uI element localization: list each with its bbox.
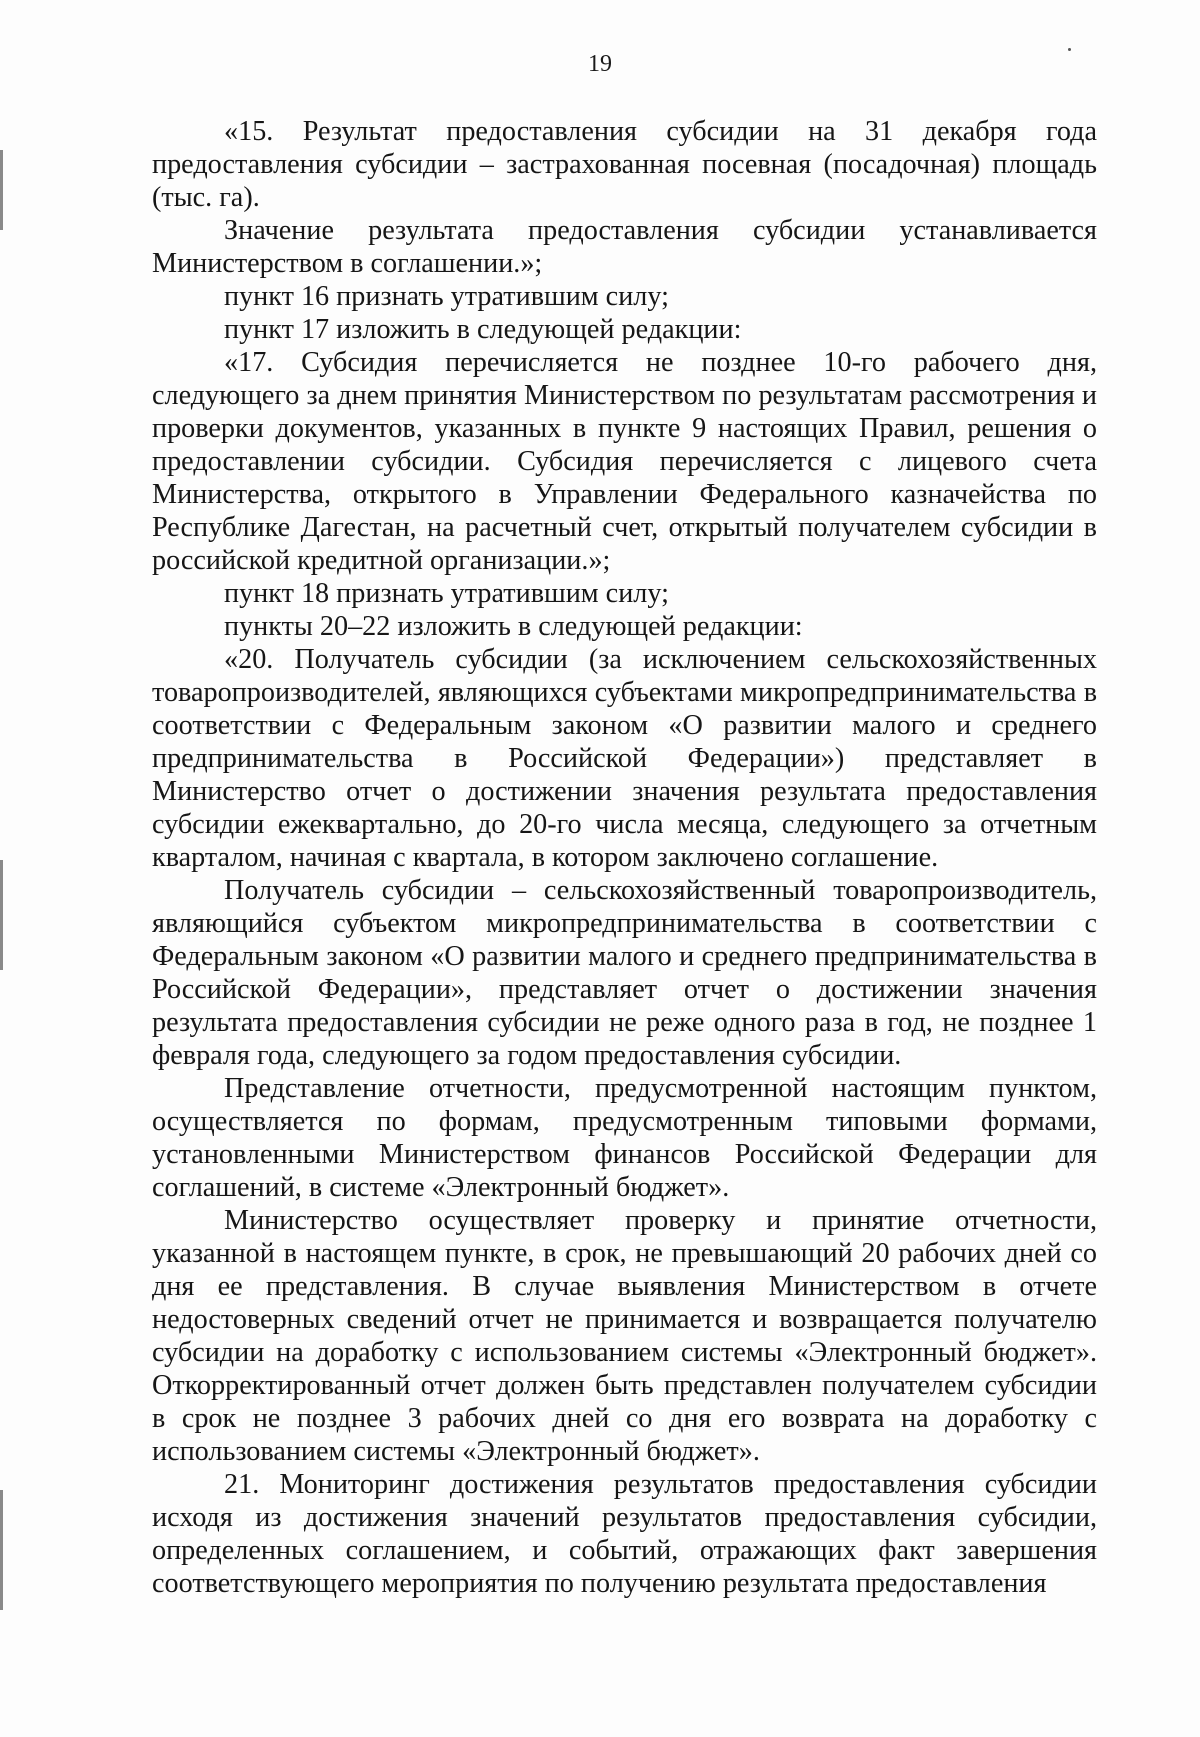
scan-edge-mark xyxy=(0,150,3,230)
paragraph-point-17-intro: пункт 17 изложить в следующей редакции: xyxy=(224,314,742,345)
paragraph-point-18-void: пункт 18 признать утратившим силу; xyxy=(224,578,669,609)
paragraph-point-16-void: пункт 16 признать утратившим силу; xyxy=(224,281,669,312)
paragraph-result-clause-15: «15. Результат предоставления субсидии на 31 декабря года предоставления субсидии – застрахованная посевная (посадочная) площадь (тыс. га). xyxy=(152,116,1097,213)
paragraph-points-20-22-intro: пункты 20–22 изложить в следующей редакции: xyxy=(224,611,803,642)
page-number: 19 xyxy=(588,51,612,77)
paragraph-clause-20: «20. Получатель субсидии (за исключением сельскохозяйственных товаропроизводителей, являющихся субъектами микропредпринимательства в соответствии с Федеральным законом «О развитии малого и среднего предпринимательства в Российской Федерации») представляет в Министерство отчет о достижении значения результата предоставления субсидии ежеквартально, до 20-го числа месяца, следующего за отчетным кварталом, начиная с квартала, в котором заключено соглашение. xyxy=(152,644,1097,873)
paragraph-micro-enterprise-report: Получатель субсидии – сельскохозяйственный товаропроизводитель, являющийся субъектом микропредпринимательства в соответствии с Федеральным законом «О развитии малого и среднего предпринимательства в Российской Федерации», представляет отчет о достижении значения результата предоставления субсидии не реже одного раза в год, не позднее 1 февраля года, следующего за годом предоставления субсидии. xyxy=(152,875,1097,1071)
paragraph-clause-21-monitoring: 21. Мониторинг достижения результатов предоставления субсидии исходя из достижения значений результатов предоставления субсидии, определенных соглашением, и событий, отражающих факт завершения соответствующего мероприятия по получению результата предоставления xyxy=(152,1469,1097,1599)
paragraph-reporting-forms: Представление отчетности, предусмотренной настоящим пунктом, осуществляется по формам, предусмотренным типовыми формами, установленными Министерством финансов Российской Федерации для соглашений, в системе «Электронный бюджет». xyxy=(152,1073,1097,1203)
document-body xyxy=(152,115,1097,1600)
paragraph-clause-17: «17. Субсидия перечисляется не позднее 10-го рабочего дня, следующего за днем принятия Министерством по результатам рассмотрения и проверки документов, указанных в пункте 9 настоящих Правил, решения о предоставлении субсидии. Субсидия перечисляется с лицевого счета Министерства, открытого в Управлении Федерального казначейства по Республике Дагестан, на расчетный счет, открытый получателем субсидии в российской кредитной организации.»; xyxy=(152,347,1097,576)
scan-edge-mark xyxy=(0,860,3,970)
scan-edge-mark xyxy=(0,1490,3,1610)
paragraph-result-value: Значение результата предоставления субсидии устанавливается Министерством в соглашении.»; xyxy=(152,215,1097,279)
paragraph-ministry-verification: Министерство осуществляет проверку и принятие отчетности, указанной в настоящем пункте, в срок, не превышающий 20 рабочих дней со дня ее представления. В случае выявления Министерством в отчете недостоверных сведений отчет не принимается и возвращается получателю субсидии на доработку с использованием системы «Электронный бюджет». Откорректированный отчет должен быть представлен получателем субсидии в срок не позднее 3 рабочих дней со дня его возврата на доработку с использованием системы «Электронный бюджет». xyxy=(152,1205,1097,1467)
